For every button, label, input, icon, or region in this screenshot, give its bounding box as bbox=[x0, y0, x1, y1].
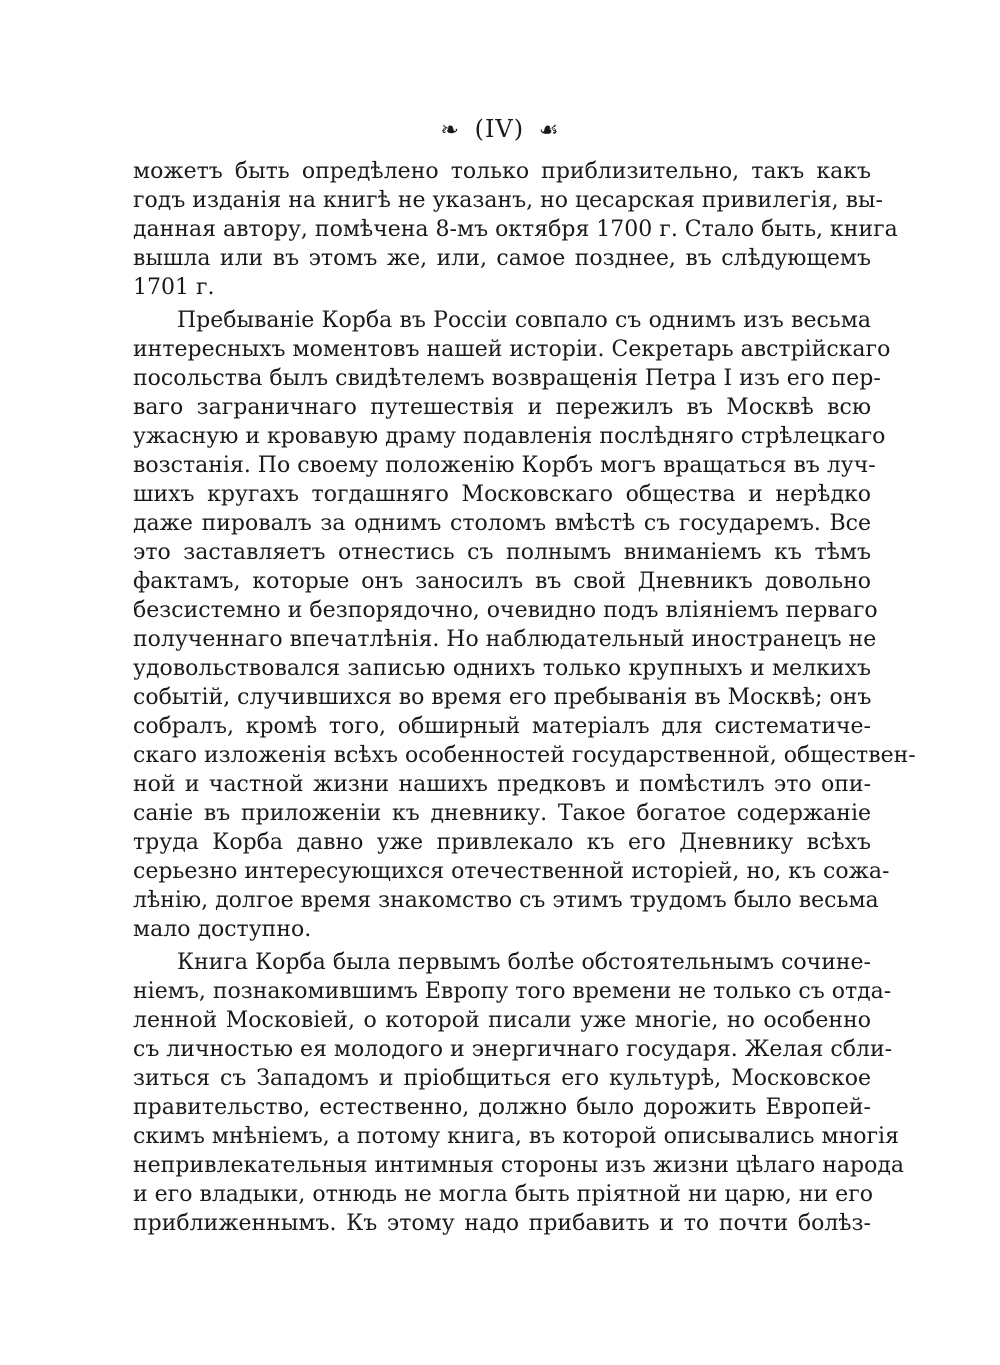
text-line: данная автору, помѣчена 8-мъ октября 1700 г. Стало быть, книга bbox=[133, 217, 898, 242]
text-line: Пребываніе Корба въ Россіи совпало съ однимъ изъ весьма bbox=[177, 308, 871, 333]
text-line: возстанія. По своему положенію Корбъ могъ вращаться въ луч- bbox=[133, 453, 876, 478]
text-line: полученнаго впечатлѣнія. Но наблюдательный иностранецъ не bbox=[133, 627, 877, 652]
text-line: вышла или въ этомъ же, или, самое позднее, въ слѣдующемъ bbox=[133, 246, 871, 271]
text-line: зиться съ Западомъ и пріобщиться его культурѣ, Московское bbox=[133, 1066, 871, 1091]
text-line: скаго изложенія всѣхъ особенностей государственной, обществен- bbox=[133, 743, 916, 768]
text-line: можетъ быть опредѣлено только приблизительно, такъ какъ bbox=[133, 159, 871, 184]
text-line: безсистемно и безпорядочно, очевидно подъ вліяніемъ перваго bbox=[133, 598, 878, 623]
text-line: интересныхъ моментовъ нашей исторіи. Секретарь австрійскаго bbox=[133, 337, 891, 362]
page-number: (IV) bbox=[474, 115, 525, 143]
text-line: и его владыки, отнюдь не могла быть пріятной ни царю, ни его bbox=[133, 1182, 873, 1207]
paragraph-1 bbox=[133, 157, 898, 302]
text-line: шихъ кругахъ тогдашняго Московскаго общества и нерѣдко bbox=[133, 482, 871, 507]
text-line: годъ изданія на книгѣ не указанъ, но цесарская привилегія, вы- bbox=[133, 188, 883, 213]
text-line: ной и частной жизни нашихъ предковъ и помѣстилъ это опи- bbox=[133, 772, 871, 797]
right-ornament-icon: ☙ bbox=[538, 117, 560, 143]
text-line: собралъ, кромѣ того, обширный матеріалъ для систематиче- bbox=[133, 714, 871, 739]
text-line: приближеннымъ. Къ этому надо прибавить и то почти болѣз- bbox=[133, 1211, 871, 1236]
text-line: непривлекательныя интимныя стороны изъ жизни цѣлаго народа bbox=[133, 1153, 904, 1178]
text-line: серьезно интересующихся отечественной исторіей, но, къ сожа- bbox=[133, 859, 890, 884]
text-line: правительство, естественно, должно было дорожить Европей- bbox=[133, 1095, 871, 1120]
text-line: саніе въ приложеніи къ дневнику. Такое богатое содержаніе bbox=[133, 801, 871, 826]
text-line: ніемъ, познакомившимъ Европу того времени не только съ отда- bbox=[133, 979, 892, 1004]
text-line: удовольствовался записью однихъ только крупныхъ и мелкихъ bbox=[133, 656, 871, 681]
text-line: мало доступно. bbox=[133, 917, 312, 942]
text-line: событій, случившихся во время его пребыванія въ Москвѣ; онъ bbox=[133, 685, 872, 710]
text-line: лѣнію, долгое время знакомство съ этимъ трудомъ было весьма bbox=[133, 888, 879, 913]
body-text bbox=[133, 157, 916, 1238]
text-line: труда Корба давно уже привлекало къ его Дневнику всѣхъ bbox=[133, 830, 871, 855]
text-line: это заставляетъ отнестись съ полнымъ вниманіемъ къ тѣмъ bbox=[133, 540, 871, 565]
text-line: съ личностью ея молодого и энергичнаго государя. Желая сбли- bbox=[133, 1037, 893, 1062]
text-line: ленной Московіей, о которой писали уже многіе, но особенно bbox=[133, 1008, 871, 1033]
paragraph-3 bbox=[133, 948, 904, 1238]
page-header bbox=[0, 112, 1000, 148]
text-line: посольства былъ свидѣтелемъ возвращенія Петра I изъ его пер- bbox=[133, 366, 881, 391]
text-line: Книга Корба была первымъ болѣе обстоятельнымъ сочине- bbox=[177, 950, 871, 975]
text-line: ваго заграничнаго путешествія и пережилъ въ Москвѣ всю bbox=[133, 395, 871, 420]
text-line: скимъ мнѣніемъ, а потому книга, въ которой описывались многія bbox=[133, 1124, 899, 1149]
text-line: 1701 г. bbox=[133, 275, 215, 300]
text-line: даже пировалъ за однимъ столомъ вмѣстѣ съ государемъ. Все bbox=[133, 511, 871, 536]
text-line: ужасную и кровавую драму подавленія послѣдняго стрѣлецкаго bbox=[133, 424, 886, 449]
left-ornament-icon: ❧ bbox=[440, 117, 460, 143]
text-line: фактамъ, которые онъ заносилъ въ свой Дневникъ довольно bbox=[133, 569, 871, 594]
paragraph-2 bbox=[133, 306, 916, 944]
